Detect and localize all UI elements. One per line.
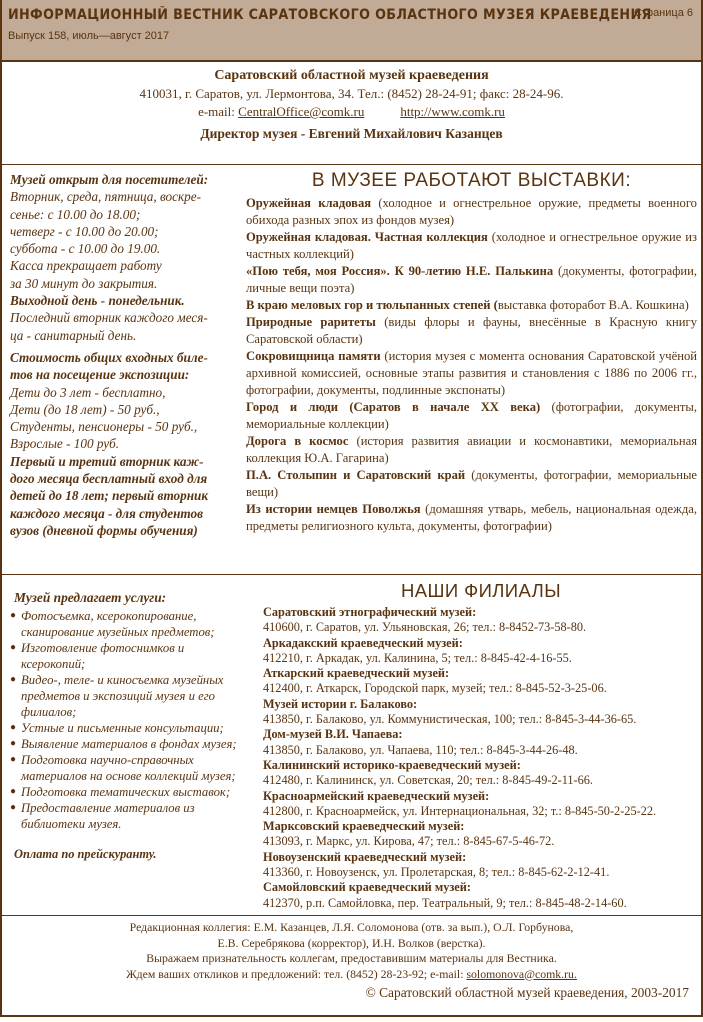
branch-address: 412400, г. Аткарск, Городской парк, музей; тел.: 8-845-52-3-25-06. xyxy=(263,681,607,696)
newsletter-title: ИНФОРМАЦИОННЫЙ ВЕСТНИК САРАТОВСКОГО ОБЛАСТНОГО МУЗЕЯ КРАЕВЕДЕНИЯ xyxy=(8,7,652,23)
exhibition-item xyxy=(246,467,697,501)
hours-and-prices xyxy=(10,171,242,539)
branch-name: Саратовский этнографический музей: xyxy=(263,605,477,619)
museum-name: Саратовский областной музей краеведения xyxy=(214,68,489,83)
branch-name: Аткарский краеведческий музей: xyxy=(263,666,450,681)
exhibition-name: Оружейная кладовая. Частная коллекция xyxy=(246,230,488,244)
editorial-board: Е.В. Серебрякова (корректор), И.Н. Волков (верстка). xyxy=(217,935,486,950)
exhibition-item xyxy=(246,263,697,297)
hours-line: суббота - с 10.00 до 19.00. xyxy=(10,241,161,257)
divider xyxy=(0,915,703,916)
issue-info: Выпуск 158, июль—август 2017 xyxy=(8,30,170,42)
exhibition-desc: (документы, фотографии, мемориальные вещи) xyxy=(246,468,697,499)
exhibition-item xyxy=(246,433,697,467)
thanks-note: Выражаем признательность коллегам, предоставившим материалы для Вестника. xyxy=(146,951,557,965)
feedback-line: Ждем ваших откликов и предложений: тел. (8452) 28-23-92; e-mail: solomonova@comk.ru. xyxy=(126,966,577,981)
services-title: Музей предлагает услуги: xyxy=(14,590,167,605)
email-label: e-mail: xyxy=(198,104,239,119)
free-entry-note: дого месяца бесплатный вход для xyxy=(10,471,208,487)
service-item: ● Предоставление материалов из библиотеки музея. xyxy=(10,801,195,831)
branch-address: 413093, г. Маркс, ул. Кирова, 47; тел.: 8-845-67-5-46-72. xyxy=(263,834,555,849)
service-item: ● Видео-, теле- и киносъемка музейных предметов и экспозиций музея и его филиалов; xyxy=(10,673,224,719)
sanitary-line: ца - санитарный день. xyxy=(10,327,137,343)
bullet-icon: ● xyxy=(10,802,17,813)
bullet-icon: ● xyxy=(10,722,17,733)
day-off: Выходной день - понедельник. xyxy=(10,293,185,309)
exhibition-desc: (история развития авиации и космонавтики, мемориальная коллекция Ю.А. Гагарина) xyxy=(246,434,697,465)
branches-title: НАШИ ФИЛИАЛЫ xyxy=(401,580,561,601)
price-item: Дети (до 18 лет) - 50 руб., xyxy=(10,401,160,417)
copyright: © Саратовский областной музей краеведения, 2003-2017 xyxy=(365,985,689,1000)
payment-note: Оплата по прейскуранту. xyxy=(14,847,157,861)
website-link[interactable]: http://www.comk.ru xyxy=(400,104,505,119)
hours-title: Музей открыт для посетителей: xyxy=(10,172,209,187)
price-item: Дети до 3 лет - бесплатно, xyxy=(10,384,166,400)
exhibition-item xyxy=(246,399,697,433)
editorial-board: Редакционная коллегия: Е.М. Казанцев, Л.Я. Соломонова (отв. за вып.), О.Л. Горбунова, xyxy=(129,920,574,934)
hours-line: четверг - с 10.00 до 20.00; xyxy=(10,223,159,239)
exhibition-desc: (домашняя утварь, мебель, национальная одежда, предметы религиозного культа, документы, фотографии) xyxy=(246,502,697,533)
feedback-email-link[interactable]: solomonova@comk.ru. xyxy=(466,966,577,981)
exhibition-desc: (виды флоры и фауны, внесённые в Красную книгу Саратовской области) xyxy=(246,315,697,346)
free-entry-note: детей до 18 лет; первый вторник xyxy=(10,488,209,504)
museum-email-line xyxy=(0,104,703,120)
branch-address: 412210, г. Аркадак, ул. Калинина, 5; тел.: 8-845-42-4-16-55. xyxy=(263,650,572,665)
divider xyxy=(0,574,703,575)
free-entry-note: вузов (дневной формы обучения) xyxy=(10,522,198,538)
exhibition-name: «Пою тебя, моя Россия». К 90-летию Н.Е. Палькина xyxy=(246,264,554,278)
services-list xyxy=(10,608,250,832)
hours-line: Касса прекращает работу xyxy=(10,258,162,274)
service-item: ● Выявление материалов в фондах музея; xyxy=(10,737,237,751)
price-item: Взрослые - 100 руб. xyxy=(10,436,120,452)
branch-name: Марксовский краеведческий музей: xyxy=(263,819,465,834)
exhibition-name: В краю меловых гор и тюльпанных степей ( xyxy=(246,298,498,312)
free-entry-note: Первый и третий вторник каж- xyxy=(10,453,204,469)
exhibition-item xyxy=(246,348,697,399)
service-item: ● Устные и письменные консультации; xyxy=(10,721,224,735)
email-link[interactable]: CentralOffice@comk.ru xyxy=(238,104,365,119)
price-item: Студенты, пенсионеры - 50 руб., xyxy=(10,419,198,435)
bullet-icon: ● xyxy=(10,610,17,621)
branch-address: 410600, г. Саратов, ул. Ульяновская, 26; тел.: 8-8452-73-58-80. xyxy=(263,620,587,635)
bullet-icon: ● xyxy=(10,642,17,653)
bullet-icon: ● xyxy=(10,674,17,685)
prices-title: Стоимость общих входных биле- xyxy=(10,349,208,365)
exhibition-name: Природные раритеты xyxy=(246,315,376,329)
branches-section xyxy=(263,578,699,911)
branch-name: Самойловский краеведческий музей: xyxy=(263,880,471,895)
exhibition-name: Дорога в космос xyxy=(246,434,349,448)
exhibitions-section xyxy=(246,166,697,535)
exhibition-desc: выставка фоторабот В.А. Кошкина) xyxy=(497,298,689,312)
exhibition-desc: (фотографии, документы, мемориальные коллекции) xyxy=(246,400,697,431)
hours-line: за 30 минут до закрытия. xyxy=(10,275,158,291)
branch-address: 412800, г. Красноармейск, ул. Интернациональная, 32; т.: 8-845-50-2-25-22. xyxy=(263,803,657,818)
service-item: ● Фотосъемка, ксерокопирование, сканирование музейных предметов; xyxy=(10,609,215,639)
bullet-icon: ● xyxy=(10,786,17,797)
bullet-icon: ● xyxy=(10,754,17,765)
exhibitions-title: В МУЗЕЕ РАБОТАЮТ ВЫСТАВКИ: xyxy=(311,170,632,191)
museum-address: 410031, г. Саратов, ул. Лермонтова, 34. Тел.: (8452) 28-24-91; факс: 28-24-96. xyxy=(139,86,564,101)
exhibition-item xyxy=(246,195,697,229)
service-item: ● Подготовка тематических выставок; xyxy=(10,785,231,799)
exhibition-item xyxy=(246,314,697,348)
newsletter-header xyxy=(0,0,703,62)
branch-address: 412480, г. Калининск, ул. Советская, 20; тел.: 8-845-49-2-11-66. xyxy=(263,773,594,788)
sanitary-line: Последний вторник каждого меся- xyxy=(10,310,208,326)
exhibition-name: Из истории немцев Поволжья xyxy=(246,502,421,516)
museum-contacts xyxy=(0,62,703,164)
branch-address: 413850, г. Балаково, ул. Коммунистическая, 100; тел.: 8-845-3-44-36-65. xyxy=(263,712,637,727)
branch-name: Аркадакский краеведческий музей: xyxy=(263,635,463,650)
exhibition-name: Город и люди (Саратов в начале XX века) xyxy=(246,400,541,414)
hours-line: Вторник, среда, пятница, воскре- xyxy=(10,189,201,205)
branch-name: Калининский историко-краеведческий музей: xyxy=(263,757,521,772)
branch-address: 413360, г. Новоузенск, ул. Пролетарская, 8; тел.: 8-845-62-2-12-41. xyxy=(263,865,610,880)
branch-name: Дом-музей В.И. Чапаева: xyxy=(263,727,403,742)
exhibition-name: Сокровищница памяти xyxy=(246,349,381,363)
services-section xyxy=(10,590,250,862)
editorial-footer xyxy=(0,920,703,1001)
bullet-icon: ● xyxy=(10,738,17,749)
exhibition-name: П.А. Столыпин и Саратовский край xyxy=(246,468,466,482)
service-item: ● Подготовка научно-справочных материалов на основе коллекций музея; xyxy=(10,753,236,783)
page-number: Страница 6 xyxy=(633,7,693,19)
branch-name: Музей истории г. Балаково: xyxy=(263,696,418,711)
exhibition-desc: (холодное и огнестрельное оружие из частных коллекций) xyxy=(246,230,697,261)
free-entry-note: каждого месяца - для студентов xyxy=(10,505,203,521)
exhibition-item xyxy=(246,229,697,263)
prices-title: тов на посещение экспозиции: xyxy=(10,367,190,383)
exhibition-desc: (холодное и огнестрельное оружие, предметы военного обихода разных эпох из фондов музея) xyxy=(246,196,697,227)
exhibition-item xyxy=(246,297,697,314)
divider xyxy=(0,164,703,165)
hours-line: сенье: с 10.00 до 18.00; xyxy=(10,206,141,222)
exhibition-name: Оружейная кладовая xyxy=(246,196,372,210)
branch-name: Красноармейский краеведческий музей: xyxy=(263,788,490,803)
branch-address: 413850, г. Балаково, ул. Чапаева, 110; тел.: 8-845-3-44-26-48. xyxy=(263,742,578,757)
museum-director: Директор музея - Евгений Михайлович Казанцев xyxy=(200,126,503,141)
branch-name: Новоузенский краеведческий музей: xyxy=(263,849,467,864)
exhibition-desc: (документы, фотографии, личные вещи поэта) xyxy=(246,264,697,295)
service-item: ● Изготовление фотоснимков и ксерокопий; xyxy=(10,641,185,671)
branch-address: 412370, р.п. Самойловка, пер. Театральный, 9; тел.: 8-845-48-2-14-60. xyxy=(263,895,627,910)
exhibition-item xyxy=(246,501,697,535)
exhibition-desc: (история музея с момента основания Саратовской учёной архивной комиссией, основные этапы развития и становления с 1886 по 2006 гг., фотографии, документы, подлинные экспонаты) xyxy=(246,349,697,397)
